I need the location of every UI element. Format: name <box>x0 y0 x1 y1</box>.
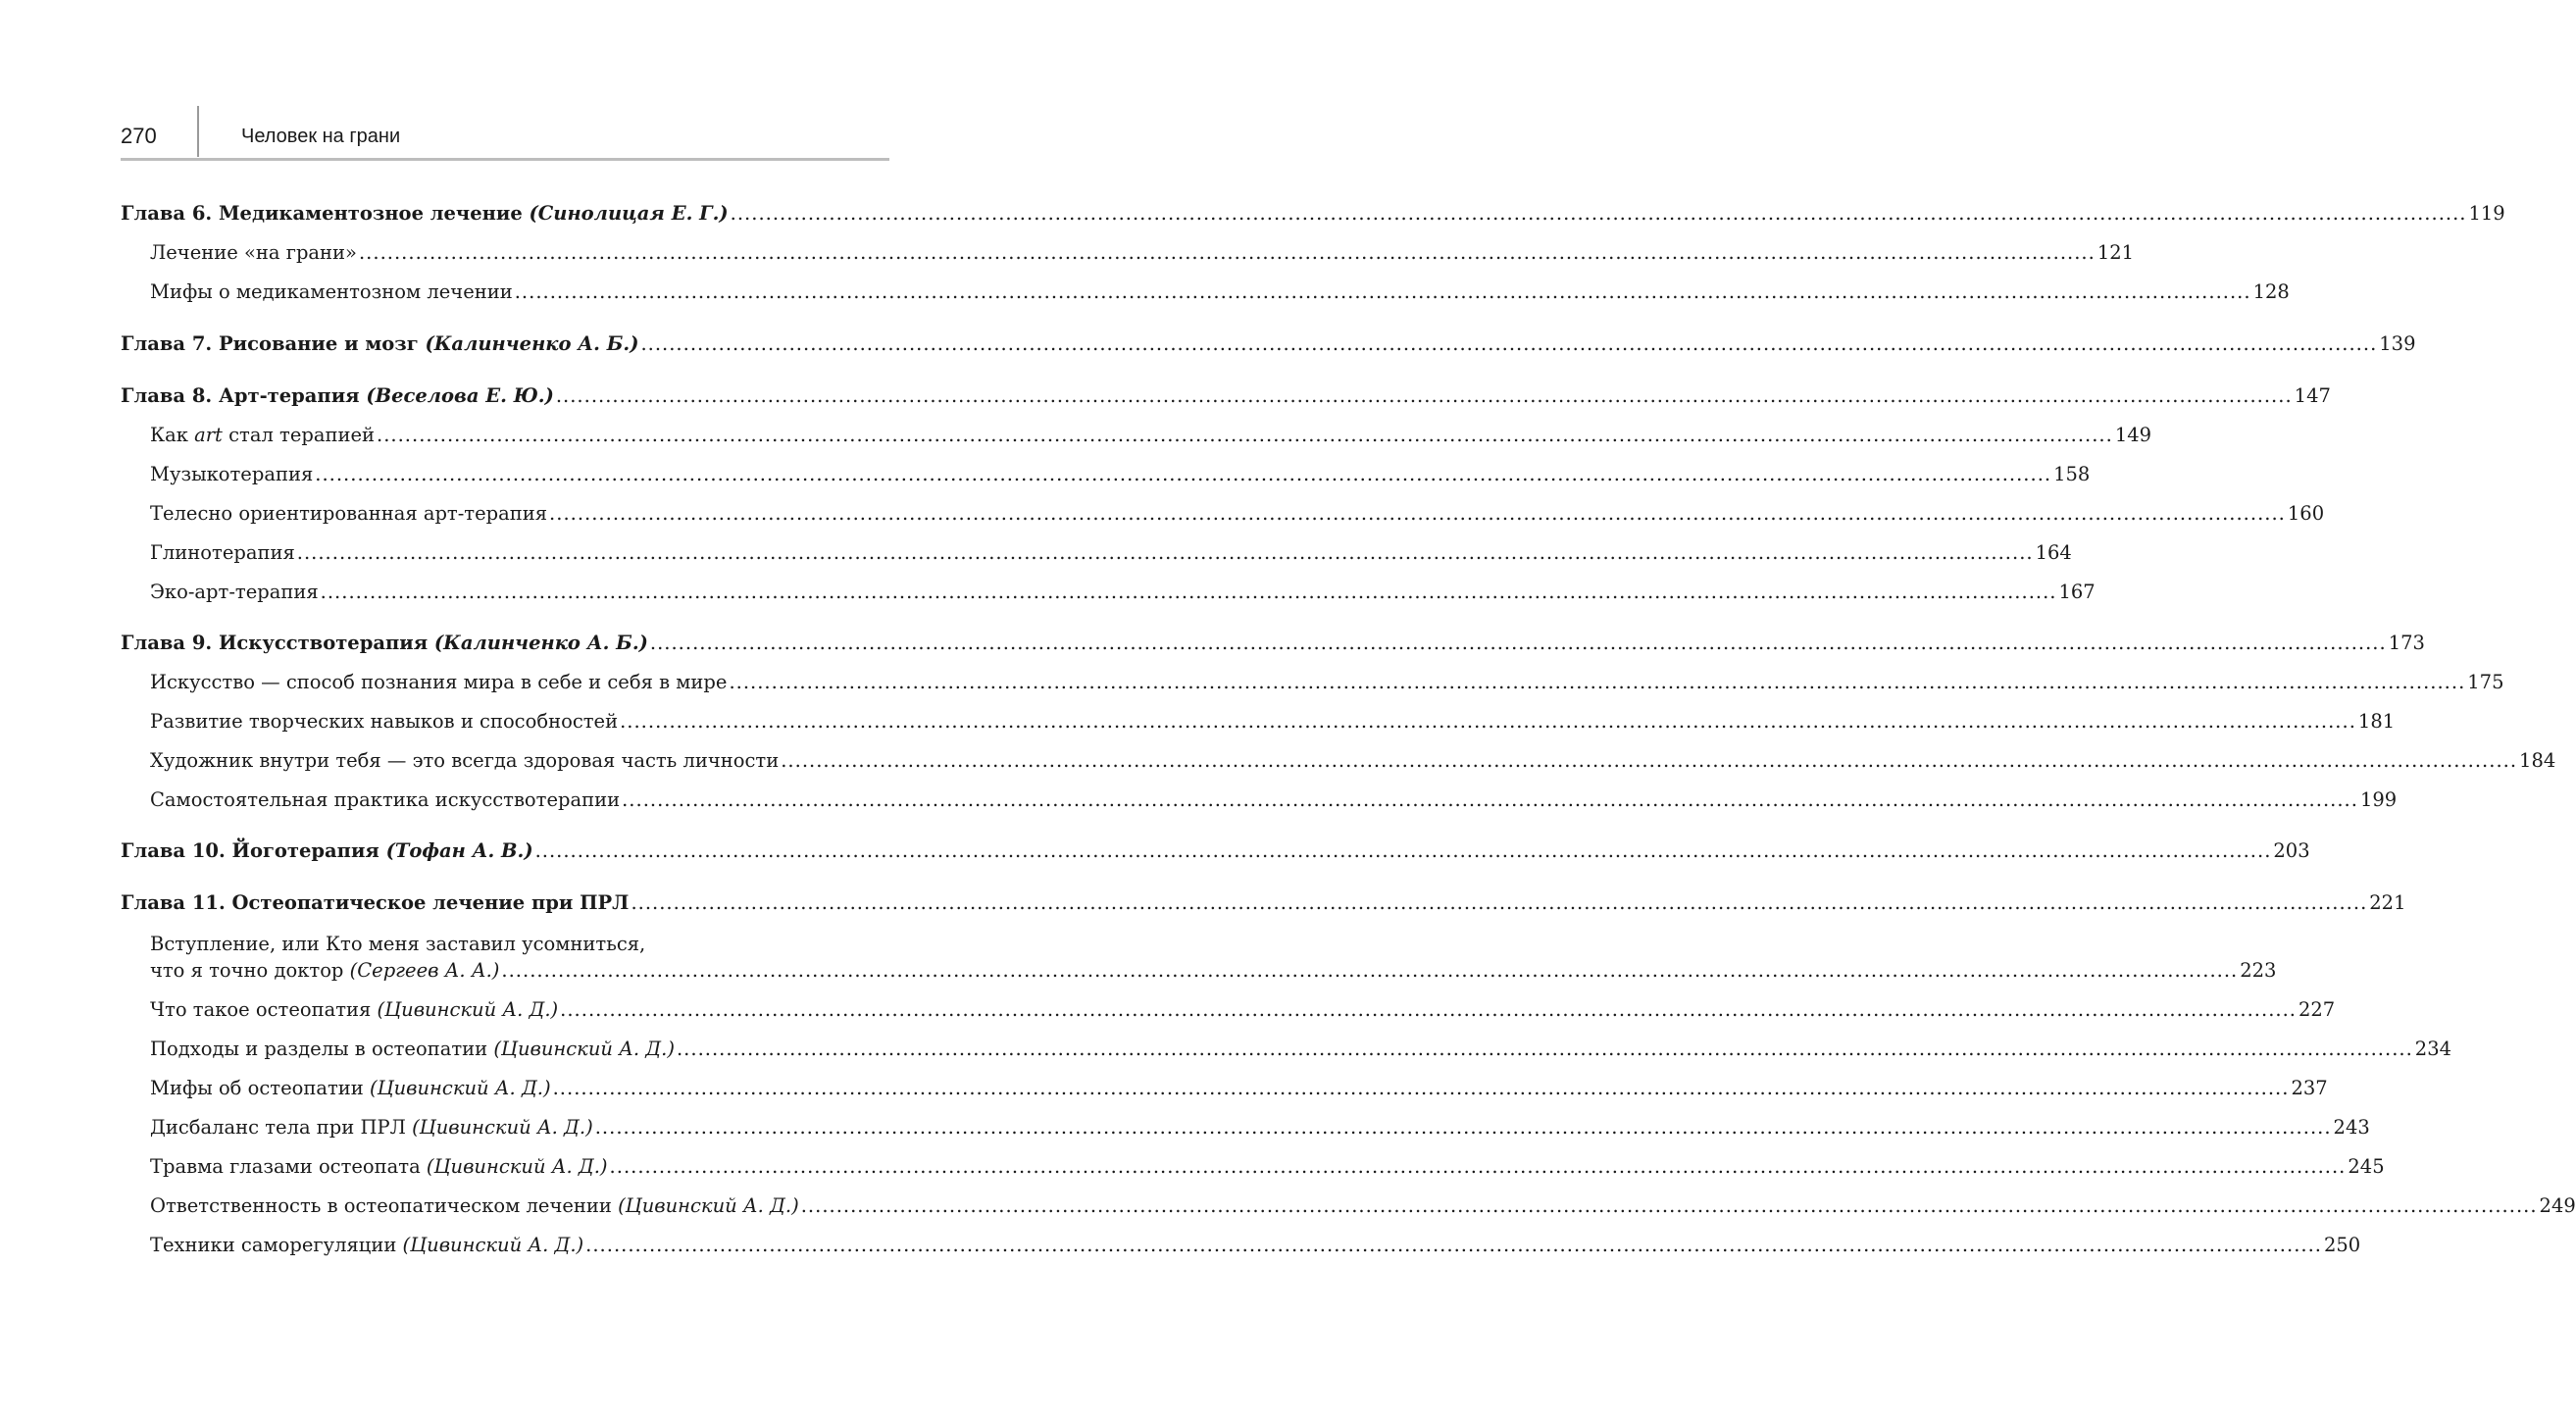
toc-entry-title: Искусство — способ познания мира в себе и себя в мире <box>150 671 728 693</box>
toc-entry-title: Глава 10. Йоготерапия (Тофан А. В.) <box>121 839 533 862</box>
toc-section-mify-osteopatii[interactable] <box>150 1076 2328 1101</box>
toc-chapter-7[interactable] <box>121 331 2416 357</box>
toc-section-hudozhnik[interactable] <box>150 748 2556 774</box>
toc-entry-title: Ответственность в остеопатическом лечении (Цивинский А. Д.) <box>150 1194 799 1217</box>
toc-entry-page: 199 <box>2359 788 2398 811</box>
toc-chapter-8[interactable] <box>121 383 2331 409</box>
toc-section-otvetstvennost[interactable] <box>150 1193 2576 1219</box>
toc-entry-author: (Цивинский А. Д.) <box>412 1116 593 1139</box>
dot-leader <box>622 787 2358 813</box>
toc-entry-author: (Веселова Е. Ю.) <box>366 384 554 407</box>
dot-leader <box>501 958 2238 984</box>
dot-leader <box>315 462 2051 487</box>
dot-leader <box>553 1076 2290 1101</box>
toc-entry-page: 128 <box>2252 280 2290 303</box>
toc-section-samostoyatelnaya[interactable] <box>150 787 2398 813</box>
dot-leader <box>640 331 2377 357</box>
toc-entry-title: Глава 7. Рисование и мозг (Калинченко А. Б.) <box>121 332 639 355</box>
page-number: 270 <box>121 124 157 148</box>
toc-entry-page: 203 <box>2273 839 2310 862</box>
toc-entry-title: Мифы о медикаментозном лечении <box>150 280 513 303</box>
toc-entry-page: 119 <box>2468 202 2505 225</box>
toc-entry-title: Травма глазами остеопата (Цивинский А. Д.) <box>150 1155 608 1178</box>
toc-section-podhody[interactable] <box>150 1037 2452 1062</box>
toc-section-eko-art[interactable] <box>150 580 2096 605</box>
toc-section-chto-takoe[interactable] <box>150 997 2336 1023</box>
dot-leader <box>359 240 2096 266</box>
dot-leader <box>620 709 2356 735</box>
toc-entry-page: 164 <box>2035 541 2072 564</box>
toc-entry-author: (Цивинский А. Д.) <box>426 1155 608 1178</box>
toc-entry-page: 243 <box>2333 1116 2370 1139</box>
toc-entry-author: (Цивинский А. Д.) <box>402 1234 584 1256</box>
toc-entry-page: 221 <box>2369 891 2406 914</box>
running-header <box>121 106 889 161</box>
dot-leader <box>321 580 2057 605</box>
toc-entry-title: Как art стал терапией <box>150 424 375 446</box>
toc-entry-title-line1: Вступление, или Кто меня заставил усомниться, <box>150 933 646 955</box>
toc-entry-title: Музыкотерапия <box>150 463 314 485</box>
toc-entry-author: (Сергеев А. А.) <box>349 959 500 982</box>
toc-entry-author: (Цивинский А. Д.) <box>377 998 559 1021</box>
toc-entry-page: 234 <box>2414 1038 2452 1060</box>
toc-entry-page: 223 <box>2240 959 2277 982</box>
toc-entry-page: 175 <box>2467 671 2504 693</box>
toc-entry-title: Техники саморегуляции (Цивинский А. Д.) <box>150 1234 584 1256</box>
toc-entry-page: 173 <box>2388 632 2425 654</box>
toc-section-mify-medikamentoznoe[interactable] <box>150 279 2290 305</box>
toc-entry-author: (Калинченко А. Б.) <box>433 632 648 654</box>
dot-leader <box>631 890 2367 916</box>
toc-section-telesno[interactable] <box>150 501 2325 527</box>
toc-entry-title: Глава 11. Остеопатическое лечение при ПРЛ <box>121 891 630 914</box>
dot-leader <box>549 501 2286 527</box>
toc-section-glinoterapiya[interactable] <box>150 540 2072 566</box>
toc-section-muzykoterapiya[interactable] <box>150 462 2091 487</box>
toc-entry-title: Подходы и разделы в остеопатии (Цивинский А. Д.) <box>150 1038 675 1060</box>
toc-entry-page: 158 <box>2053 463 2091 485</box>
dot-leader <box>677 1037 2413 1062</box>
toc-chapter-6[interactable] <box>121 201 2505 227</box>
toc-entry-title: Эко-арт-терапия <box>150 581 319 603</box>
toc-section-lechenie-na-grani[interactable] <box>150 240 2135 266</box>
toc-entry-page: 139 <box>2379 332 2416 355</box>
dot-leader <box>610 1154 2347 1180</box>
toc-entry-title: Художник внутри тебя — это всегда здоровая часть личности <box>150 749 780 772</box>
toc-entry-title: Глава 9. Искусствотерапия (Калинченко А. Б.) <box>121 632 648 654</box>
toc-entry-title: Самостоятельная практика искусствотерапии <box>150 788 621 811</box>
dot-leader <box>515 279 2251 305</box>
dot-leader <box>781 748 2517 774</box>
toc-entry-page: 160 <box>2287 502 2325 525</box>
toc-section-vstuplenie[interactable] <box>150 958 2277 984</box>
dot-leader <box>560 997 2297 1023</box>
dot-leader <box>535 838 2272 864</box>
toc-entry-title: что я точно доктор (Сергеев А. А.) <box>150 959 500 982</box>
dot-leader <box>556 383 2293 409</box>
toc-entry-page: 147 <box>2294 384 2331 407</box>
toc-entry-author: (Тофан А. В.) <box>385 839 533 862</box>
toc-entry-author: (Цивинский А. Д.) <box>369 1077 551 1099</box>
toc-entry-page: 167 <box>2058 581 2096 603</box>
dot-leader <box>801 1193 2538 1219</box>
dot-leader <box>729 670 2465 695</box>
toc-entry-page: 249 <box>2539 1194 2576 1217</box>
toc-section-iskusstvo-sposob[interactable] <box>150 670 2504 695</box>
toc-entry-title: Лечение «на грани» <box>150 241 357 264</box>
dot-leader <box>585 1233 2322 1258</box>
toc-entry-title: Глава 6. Медикаментозное лечение (Синолицая Е. Г.) <box>121 202 729 225</box>
toc-entry-title: Мифы об остеопатии (Цивинский А. Д.) <box>150 1077 551 1099</box>
dot-leader <box>595 1115 2332 1140</box>
toc-entry-title: Что такое остеопатия (Цивинский А. Д.) <box>150 998 559 1021</box>
toc-section-kak-art[interactable] <box>150 423 2152 448</box>
header-divider <box>197 106 199 157</box>
dot-leader <box>297 540 2034 566</box>
toc-chapter-11[interactable] <box>121 890 2406 916</box>
toc-entry-page: 181 <box>2357 710 2396 733</box>
toc-entry-page: 227 <box>2298 998 2336 1021</box>
toc-entry-title: Телесно ориентированная арт-терапия <box>150 502 548 525</box>
toc-entry-page: 184 <box>2519 749 2556 772</box>
toc-entry-title: Развитие творческих навыков и способностей <box>150 710 619 733</box>
toc-entry-author: (Цивинский А. Д.) <box>618 1194 799 1217</box>
toc-entry-title: Глава 8. Арт-терапия (Веселова Е. Ю.) <box>121 384 554 407</box>
toc-entry-page: 149 <box>2114 424 2152 446</box>
toc-entry-author: (Калинченко А. Б.) <box>425 332 639 355</box>
dot-leader <box>650 631 2387 656</box>
toc-entry-page: 237 <box>2291 1077 2328 1099</box>
toc-section-tehniki[interactable] <box>150 1233 2361 1258</box>
toc-chapter-10[interactable] <box>121 838 2310 864</box>
toc-entry-author: (Синолицая Е. Г.) <box>529 202 729 225</box>
toc-entry-author: (Цивинский А. Д.) <box>493 1038 675 1060</box>
toc-entry-page: 121 <box>2096 241 2135 264</box>
toc-entry-page: 250 <box>2323 1234 2361 1256</box>
dot-leader <box>377 423 2113 448</box>
toc-entry-title: Дисбаланс тела при ПРЛ (Цивинский А. Д.) <box>150 1116 593 1139</box>
header-rule <box>121 158 889 161</box>
toc-section-disbalans[interactable] <box>150 1115 2370 1140</box>
toc-section-razvitie[interactable] <box>150 709 2396 735</box>
dot-leader <box>731 201 2467 227</box>
toc-section-travma[interactable] <box>150 1154 2385 1180</box>
toc-entry-page: 245 <box>2348 1155 2385 1178</box>
toc-chapter-9[interactable] <box>121 631 2425 656</box>
toc-entry-title: Глинотерапия <box>150 541 295 564</box>
running-title: Человек на грани <box>241 126 401 147</box>
